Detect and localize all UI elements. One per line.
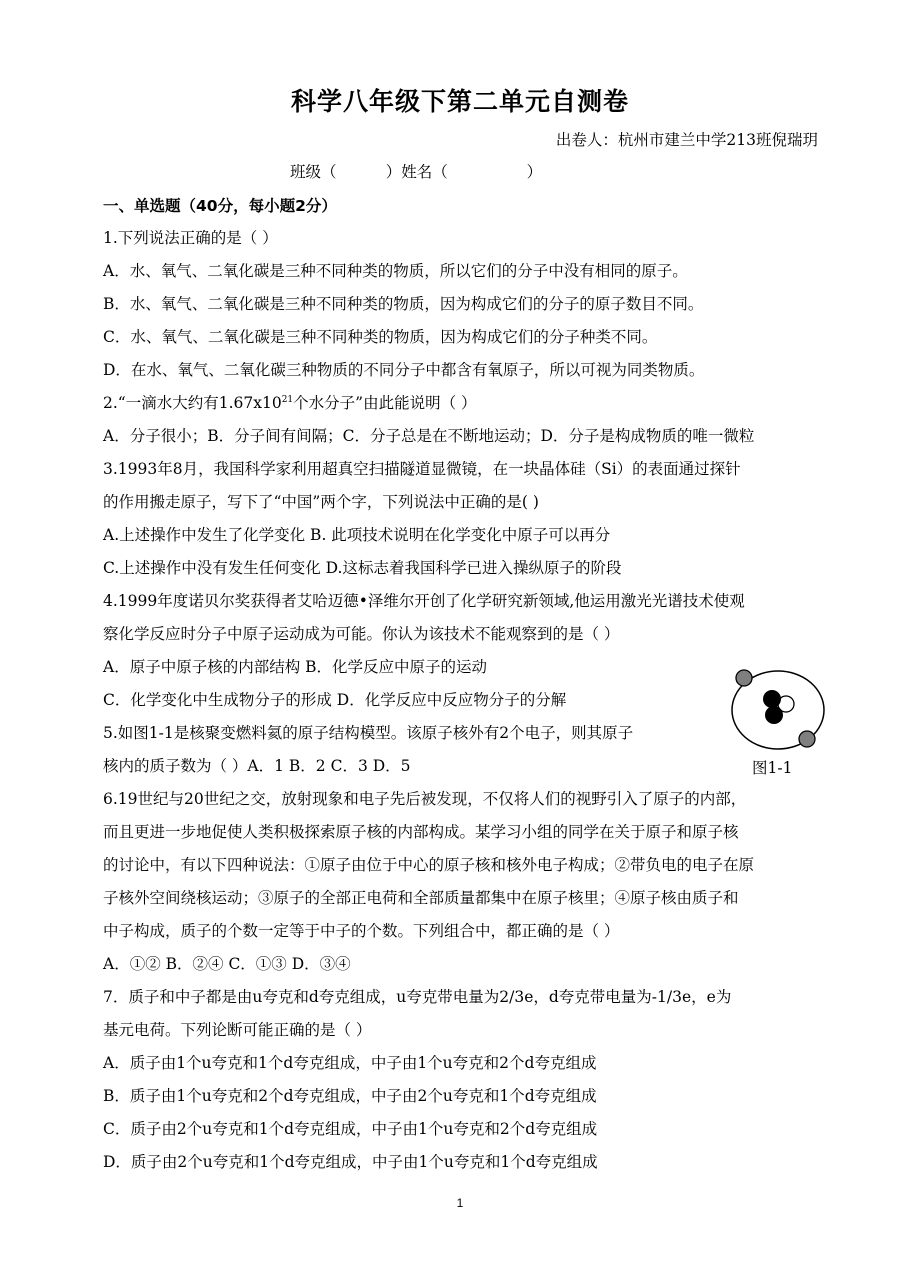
q1-option-c: C．水、氧气、二氧化碳是三种不同种类的物质，因为构成它们的分子种类不同。 xyxy=(103,328,658,346)
q7-option-d: D．质子由2个u夸克和1个d夸克组成，中子由1个u夸克和1个d夸克组成 xyxy=(103,1153,598,1171)
question-2 xyxy=(103,393,477,413)
q2-options: A．分子很小；B．分子间有间隔；C．分子总是在不断地运动；D．分子是构成物质的唯一微粒 xyxy=(103,427,755,445)
q7-option-b: B．质子由1个u夸克和2个d夸克组成，中子由2个u夸克和1个d夸克组成 xyxy=(103,1087,597,1105)
figure-caption: 图1-1 xyxy=(752,759,793,777)
q3-options-cd: C.上述操作中没有发生任何变化 D.这标志着我国科学已进入操纵原子的阶段 xyxy=(103,559,622,577)
question-6-line-5: 中子构成，质子的个数一定等于中子的个数。下列组合中，都正确的是（ ） xyxy=(103,922,620,940)
q7-option-a: A．质子由1个u夸克和1个d夸克组成，中子由1个u夸克和2个d夸克组成 xyxy=(103,1054,597,1072)
question-3-line-2: 的作用搬走原子，写下了“中国”两个字，下列说法中正确的是( ) xyxy=(103,493,539,511)
electron xyxy=(736,670,752,686)
question-6-line-4: 子核外空间绕核运动；③原子的全部正电荷和全部质量都集中在原子核里；④原子核由质子和 xyxy=(103,889,739,907)
proton xyxy=(763,690,781,708)
page-title: 科学八年级下第二单元自测卷 xyxy=(290,87,629,116)
q2-text-post: 个水分子”由此能说明（ ） xyxy=(293,394,477,412)
proton xyxy=(765,706,783,724)
question-7-line-2: 基元电荷。下列论断可能正确的是（ ） xyxy=(103,1021,372,1039)
question-5-line-1: 5.如图1-1是核聚变燃料氦的原子结构模型。该原子核外有2个电子，则其原子 xyxy=(103,724,634,742)
question-6-line-3: 的讨论中，有以下四种说法：①原子由位于中心的原子核和核外电子构成；②带负电的电子在原 xyxy=(103,856,755,874)
page-number: 1 xyxy=(456,1196,464,1210)
question-3-line-1: 3.1993年8月，我国科学家利用超真空扫描隧道显微镜，在一块晶体硅（Si）的表面通过探针 xyxy=(103,460,741,478)
q1-option-b: B．水、氧气、二氧化碳是三种不同种类的物质，因为构成它们的分子的原子数目不同。 xyxy=(103,295,704,313)
author-line: 出卷人：杭州市建兰中学213班倪瑞玥 xyxy=(555,131,818,149)
q4-options-cd: C．化学变化中生成物分子的形成 D．化学反应中反应物分子的分解 xyxy=(103,691,567,709)
electron xyxy=(799,731,815,747)
question-4-line-2: 察化学反应时分子中原子运动成为可能。你认为该技术不能观察到的是（ ） xyxy=(103,625,620,643)
q2-text-pre: 2.“一滴水大约有1.67x10 xyxy=(103,394,282,412)
q6-options: A．①② B．②④ C．①③ D．③④ xyxy=(103,955,351,973)
q1-option-d: D．在水、氧气、二氧化碳三种物质的不同分子中都含有氧原子，所以可视为同类物质。 xyxy=(103,361,705,379)
question-7-line-1: 7．质子和中子都是由u夸克和d夸克组成，u夸克带电量为2/3e，d夸克带电量为-1/3e，e为 xyxy=(103,988,732,1006)
q4-options-ab: A．原子中原子核的内部结构 B．化学反应中原子的运动 xyxy=(103,658,488,676)
question-6-line-2: 而且更进一步地促使人类积极探索原子核的内部构成。某学习小组的同学在关于原子和原子核 xyxy=(103,823,739,841)
question-6-line-1: 6.19世纪与20世纪之交，放射现象和电子先后被发现，不仅将人们的视野引入了原子的内部， xyxy=(103,790,747,808)
question-1: 1.下列说法正确的是（ ） xyxy=(103,229,278,247)
q7-option-c: C．质子由2个u夸克和1个d夸克组成，中子由1个u夸克和2个d夸克组成 xyxy=(103,1120,598,1138)
q2-exponent: 21 xyxy=(281,395,294,405)
q3-options-ab: A.上述操作中发生了化学变化 B. 此项技术说明在化学变化中原子可以再分 xyxy=(103,526,611,544)
q1-option-a: A．水、氧气、二氧化碳是三种不同种类的物质，所以它们的分子中没有相同的原子。 xyxy=(103,262,688,280)
section-heading: 一、单选题（40分，每小题2分） xyxy=(103,197,337,215)
helium-atom-model-figure xyxy=(728,666,828,756)
question-4-line-1: 4.1999年度诺贝尔奖获得者艾哈迈德•泽维尔开创了化学研究新领域,他运用激光光谱技术使观 xyxy=(103,592,745,610)
question-5-line-2: 核内的质子数为（ ）A．1 B．2 C．3 D．5 xyxy=(103,757,411,775)
class-name-line: 班级（ ）姓名（ ） xyxy=(290,163,543,181)
